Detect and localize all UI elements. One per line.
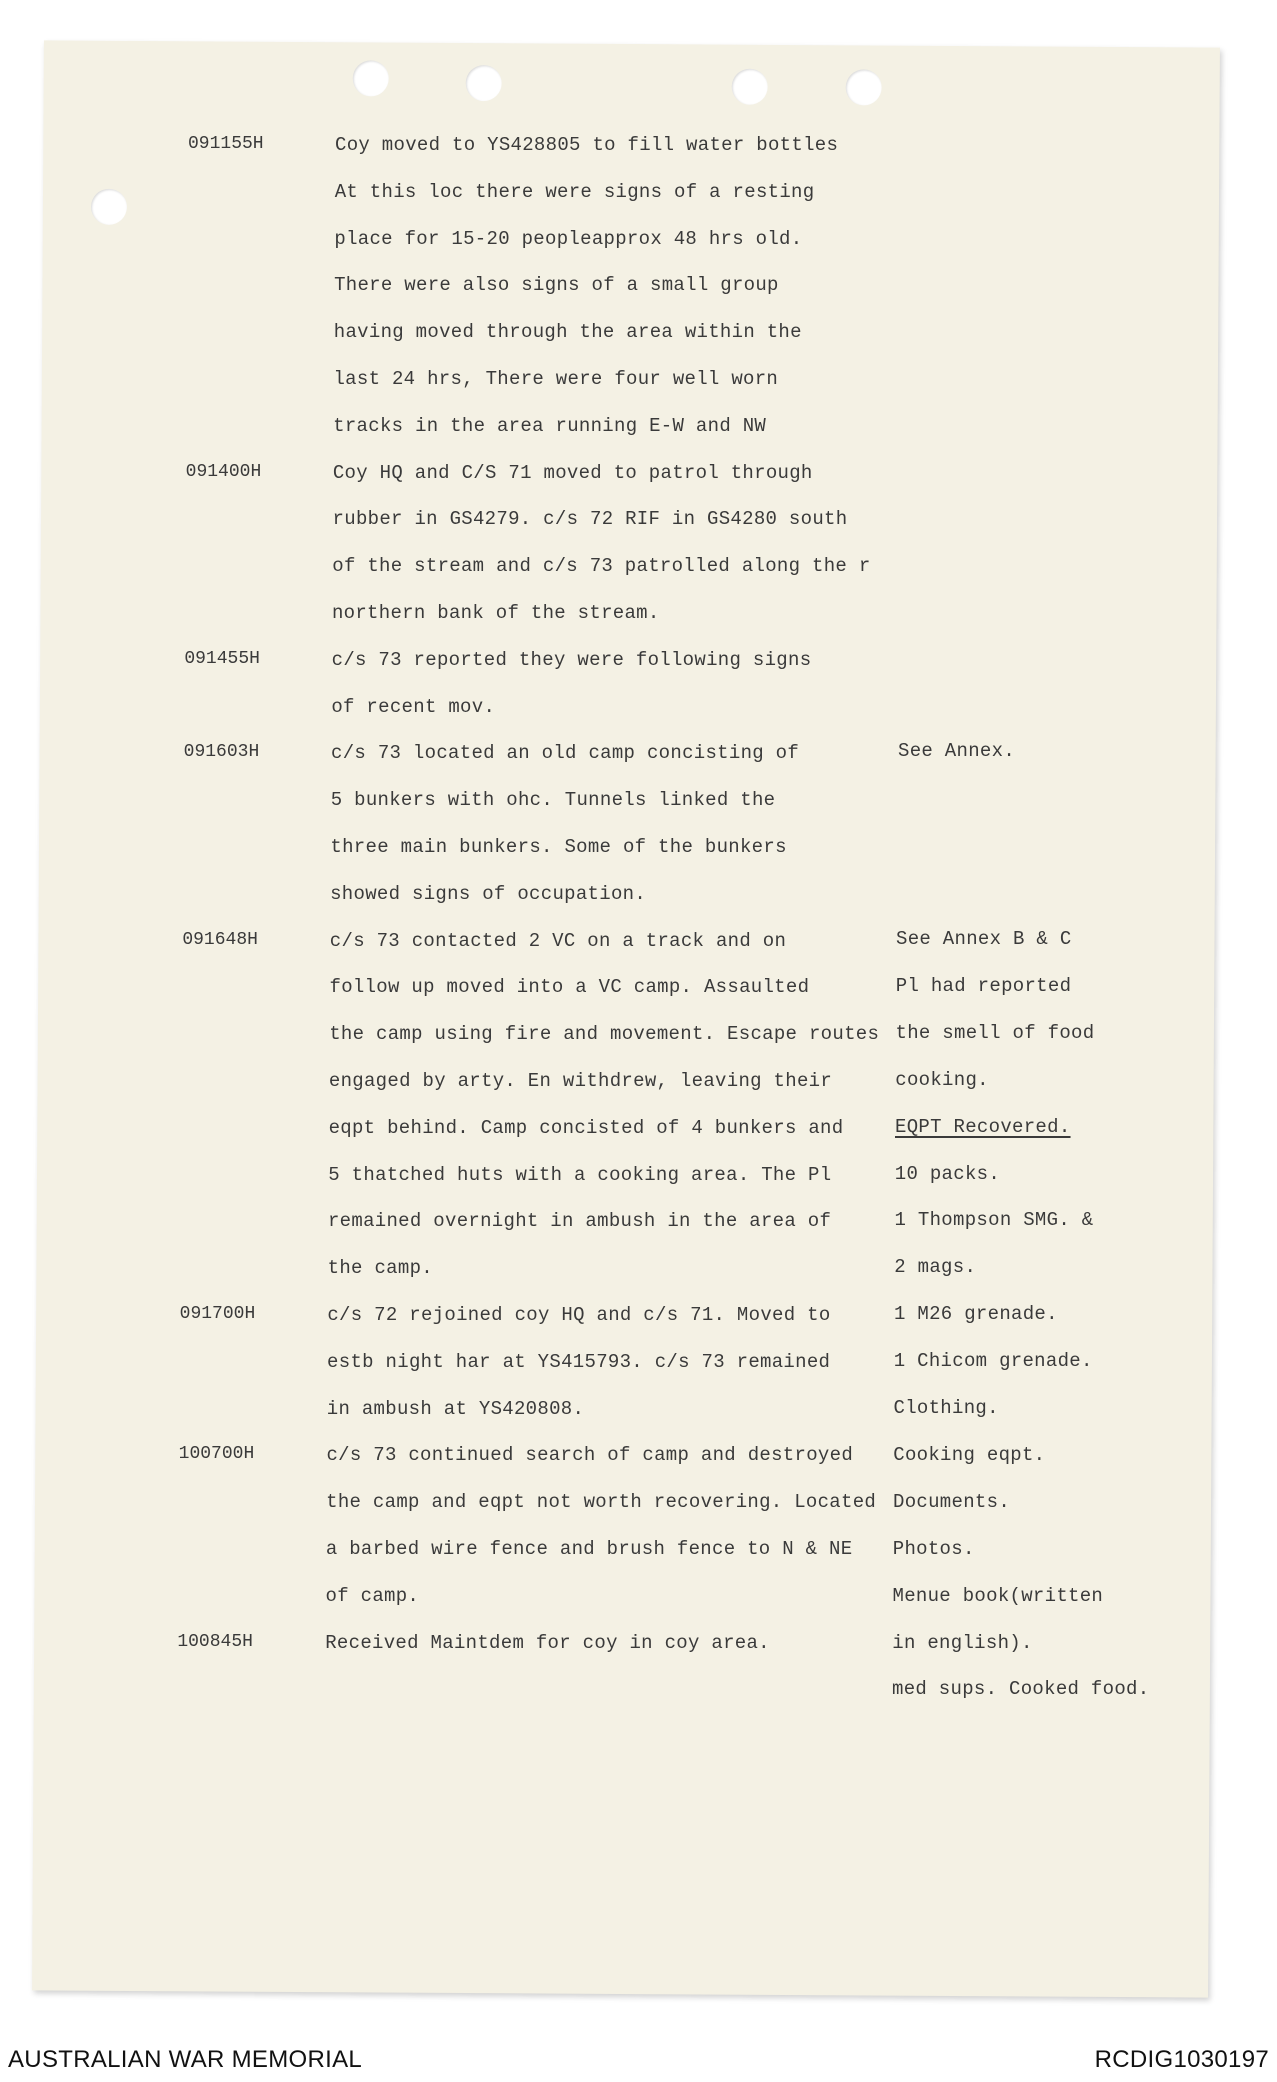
punch-hole — [91, 189, 127, 225]
entry-text-line: of the stream and c/s 73 patrolled along the r — [332, 555, 871, 578]
entry-text-line: There were also signs of a small group — [334, 274, 779, 297]
entry-text-line: Received Maintdem for coy in coy area. — [325, 1631, 770, 1654]
entry-text-line: Coy HQ and C/S 71 moved to patrol through — [332, 461, 813, 484]
entry-text-line: of recent mov. — [331, 695, 496, 718]
entry-text-line: of camp. — [325, 1584, 420, 1607]
entry-text-line: eqpt behind. Camp concisted of 4 bunkers and — [328, 1116, 844, 1139]
punch-hole — [846, 69, 882, 105]
remark-line: 2 mags. — [894, 1256, 977, 1279]
entry-time: 100700H — [178, 1444, 255, 1465]
entry-text-line: the camp and eqpt not worth recovering. Located — [326, 1491, 877, 1514]
remark-line: 1 M26 grenade. — [894, 1303, 1058, 1326]
remark-line: cooking. — [895, 1068, 989, 1091]
entry-text-line: Coy moved to YS428805 to fill water bottles — [335, 134, 839, 156]
punch-hole — [353, 60, 389, 96]
entry-time: 091155H — [188, 134, 264, 154]
remark-line: Menue book(written — [892, 1584, 1104, 1607]
remark-line: See Annex B & C — [896, 928, 1072, 950]
entry-text-line: At this loc there were signs of a resting — [334, 180, 815, 203]
entry-text-line: a barbed wire fence and brush fence to N & NE — [325, 1538, 853, 1560]
remark-line: Documents. — [893, 1490, 1011, 1513]
entry-text-line: in ambush at YS420808. — [326, 1397, 585, 1420]
entry-text-line: the camp. — [327, 1257, 433, 1280]
entry-text-line: having moved through the area within the — [333, 321, 802, 344]
entry-text-line: tracks in the area running E-W and NW — [333, 414, 767, 437]
entry-text-line: c/s 73 contacted 2 VC on a track and on — [329, 929, 787, 952]
footer-institution: AUSTRALIAN WAR MEMORIAL — [8, 2046, 363, 2073]
entry-text-line: estb night har at YS415793. c/s 73 remained — [327, 1350, 831, 1373]
remark-line: med sups. Cooked food. — [892, 1678, 1150, 1701]
entry-text-line: three main bunkers. Some of the bunkers — [330, 836, 787, 858]
remark-see-annex: See Annex. — [898, 740, 1016, 762]
remark-line: 1 Chicom grenade. — [893, 1350, 1093, 1373]
entry-text-line: remained overnight in ambush in the area of — [327, 1210, 832, 1233]
entry-text-line: c/s 72 rejoined coy HQ and c/s 71. Moved to — [327, 1304, 831, 1326]
entry-text-line: last 24 hrs, There were four well worn — [333, 368, 779, 390]
entry-time: 091603H — [183, 742, 260, 763]
entry-text-line: northern bank of the stream. — [331, 602, 660, 624]
entry-text-line: the camp using fire and movement. Escape routes — [329, 1023, 880, 1046]
remark-line: Pl had reported — [895, 974, 1072, 997]
punch-hole — [466, 65, 502, 101]
footer-reference: RCDIG1030197 — [1094, 2046, 1269, 2073]
entry-text-line: showed signs of occupation. — [330, 882, 647, 905]
entry-text-line: follow up moved into a VC camp. Assaulted — [329, 976, 810, 999]
entry-text-line: c/s 73 located an old camp concisting of — [331, 742, 800, 765]
entry-time: 091400H — [185, 461, 262, 482]
remark-line: 1 Thompson SMG. & — [894, 1209, 1094, 1232]
entry-time: 091648H — [182, 929, 258, 950]
entry-text-line: rubber in GS4279. c/s 72 RIF in GS4280 south — [332, 508, 848, 531]
remark-line: 10 packs. — [894, 1162, 1001, 1185]
entry-time: 091700H — [179, 1304, 256, 1324]
remark-line: Cooking eqpt. — [893, 1443, 1046, 1466]
remark-heading-eqpt-recovered: EQPT Recovered. — [895, 1115, 1071, 1138]
punch-hole — [732, 69, 768, 105]
entry-text-line: c/s 73 continued search of camp and destroyed — [326, 1444, 854, 1467]
entry-text-line: c/s 73 reported they were following signs — [331, 648, 812, 671]
entry-time: 100845H — [177, 1631, 253, 1652]
remark-line: Photos. — [892, 1537, 975, 1560]
entry-time: 091455H — [184, 648, 260, 669]
remark-line: the smell of food — [895, 1021, 1095, 1044]
entry-text-line: place for 15-20 peopleapprox 48 hrs old. — [334, 227, 803, 250]
entry-text-line: 5 bunkers with ohc. Tunnels linked the — [330, 789, 776, 812]
remark-line: Clothing. — [893, 1397, 999, 1419]
remark-line: in english). — [892, 1631, 1033, 1654]
entry-text-line: 5 thatched huts with a cooking area. The Pl — [328, 1163, 832, 1186]
entry-text-line: engaged by arty. En withdrew, leaving their — [328, 1070, 833, 1092]
